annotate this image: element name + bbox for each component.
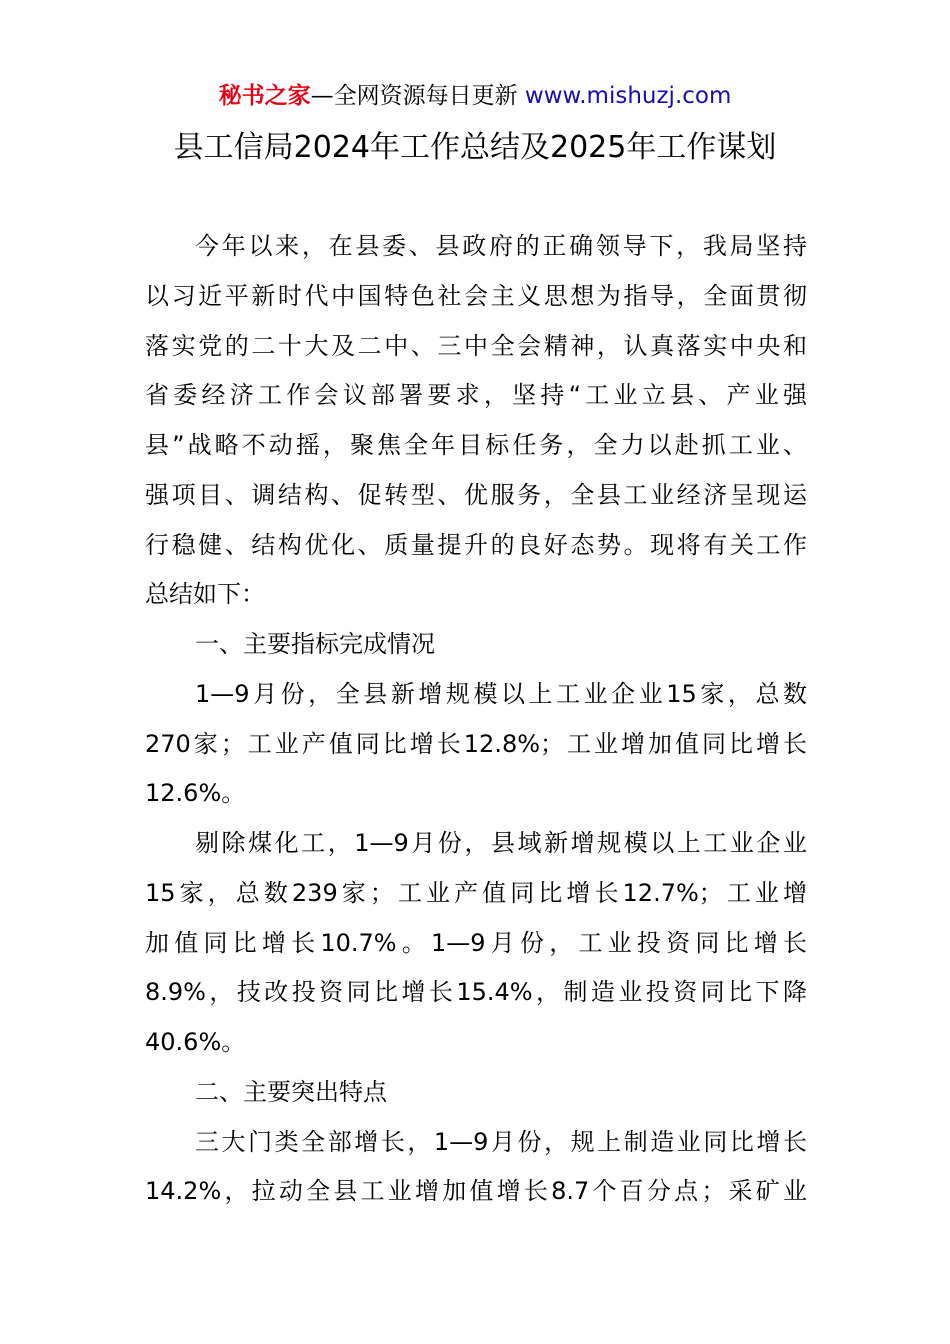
site-brand: 秘书之家 [218, 83, 311, 109]
body-text-line: 8.9%，技改投资同比增长15.4%，制造业投资同比下降 [145, 978, 807, 1007]
body-text-line: 行稳健、结构优化、质量提升的良好态势。现将有关工作 [145, 530, 807, 559]
body-text-line: 省委经济工作会议部署要求，坚持“工业立县、产业强 [145, 381, 807, 410]
site-url-link[interactable]: www.mishuzj.com [524, 83, 732, 109]
body-text-line: 落实党的二十大及二中、三中全会精神，认真落实中央和 [145, 331, 807, 360]
body-text-line: 加值同比增长10.7%。1—9月份，工业投资同比增长 [145, 928, 807, 957]
body-text-line: 一、主要指标完成情况 [195, 630, 435, 658]
body-text-line: 以习近平新时代中国特色社会主义思想为指导，全面贯彻 [145, 281, 807, 310]
body-text-line: 二、主要突出特点 [195, 1077, 387, 1106]
body-text-line: 12.6%。 [145, 779, 246, 808]
body-text-line: 15家，总数239家；工业产值同比增长12.7%；工业增 [145, 878, 807, 907]
site-tagline: —全网资源每日更新 [310, 83, 518, 109]
body-text-line: 三大门类全部增长，1—9月份，规上制造业同比增长 [195, 1127, 807, 1156]
body-text-line: 县”战略不动摇，聚焦全年目标任务，全力以赴抓工业、 [145, 431, 807, 459]
body-text-line: 1—9月份，全县新增规模以上工业企业15家，总数 [195, 679, 807, 708]
body-text-line: 今年以来，在县委、县政府的正确领导下，我局坚持 [195, 232, 807, 260]
body-text-line: 14.2%，拉动全县工业增加值增长8.7个百分点；采矿业 [145, 1177, 807, 1206]
body-text-line: 总结如下： [145, 580, 265, 609]
document-body [145, 222, 807, 1217]
body-text-line: 强项目、调结构、促转型、优服务，全县工业经济呈现运 [145, 480, 807, 509]
body-text-line: 剔除煤化工，1—9月份，县域新增规模以上工业企业 [195, 829, 807, 857]
site-header [0, 80, 950, 112]
body-text-line: 40.6%。 [145, 1028, 246, 1056]
document-title: 县工信局2024年工作总结及2025年工作谋划 [173, 130, 777, 165]
body-text-line: 270家；工业产值同比增长12.8%；工业增加值同比增长 [145, 729, 807, 758]
